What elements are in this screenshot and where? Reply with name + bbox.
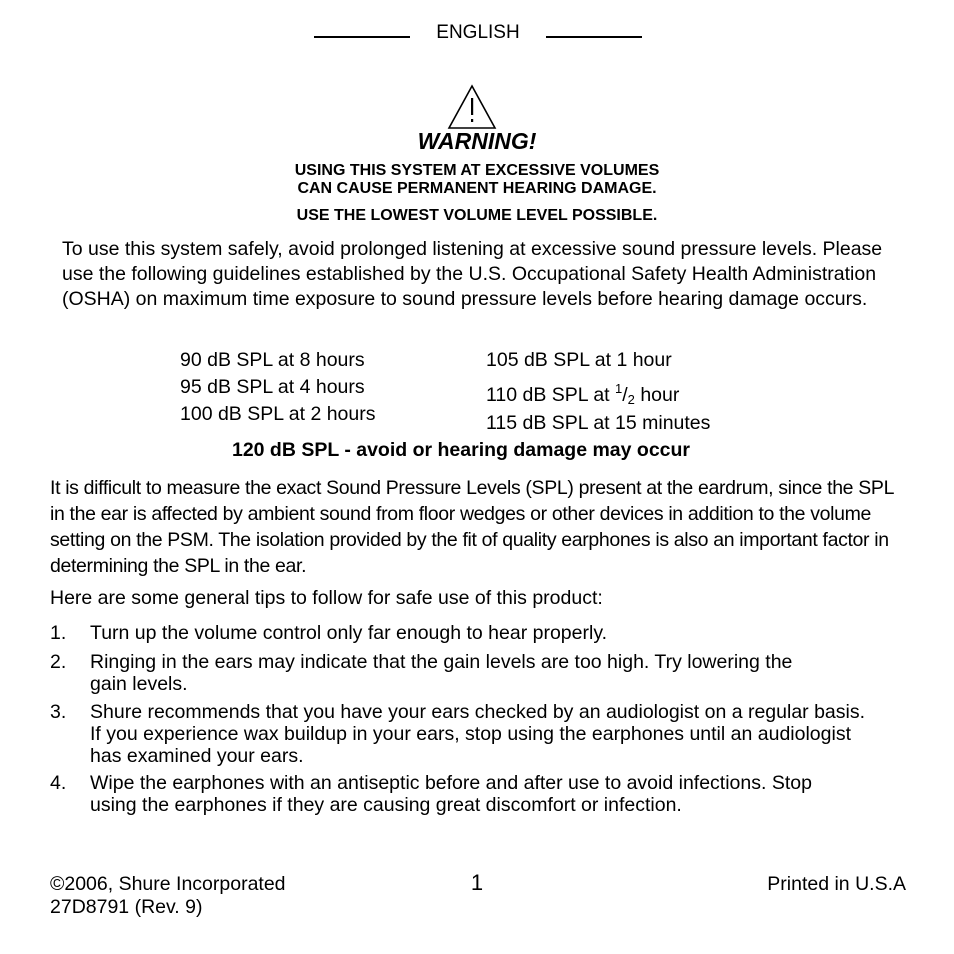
warning-line-1: USING THIS SYSTEM AT EXCESSIVE VOLUMES bbox=[294, 162, 660, 179]
spl-half-prefix: 110 dB SPL at bbox=[486, 384, 616, 406]
warning-triangle-icon bbox=[447, 84, 497, 130]
intro-paragraph: To use this system safely, avoid prolonged listening at excessive sound pressure levels. Please use the following guidelines established by the U.S. Occupational Safety Health Administration (OSHA) on maximum time exposure to sound pressure levels before hearing damage occurs. bbox=[62, 238, 883, 310]
fraction-slash: / bbox=[622, 384, 628, 406]
copyright: ©2006, Shure Incorporated bbox=[50, 873, 286, 895]
tips-intro: Here are some general tips to follow for safe use of this product: bbox=[50, 587, 603, 609]
spl-row: 100 dB SPL at 2 hours bbox=[180, 403, 376, 425]
tip-number: 4. bbox=[50, 772, 67, 794]
spl-row: 115 dB SPL at 15 minutes bbox=[486, 412, 711, 434]
tip-text: Turn up the volume control only far enough to hear properly. bbox=[90, 622, 608, 644]
spl-row: 95 dB SPL at 4 hours bbox=[180, 376, 365, 398]
warning-line-2: CAN CAUSE PERMANENT HEARING DAMAGE. bbox=[297, 180, 657, 197]
spl-row: 90 dB SPL at 8 hours bbox=[180, 349, 365, 371]
warning-title: WARNING! bbox=[417, 128, 537, 154]
part-number: 27D8791 (Rev. 9) bbox=[50, 896, 203, 918]
tip-text: Shure recommends that you have your ears checked by an audiologist on a regular basis. If you experience wax buildup in your ears, stop using the earphones until an audiologist has examined your ears. bbox=[90, 701, 866, 767]
spl-row-half-hour bbox=[486, 381, 679, 407]
tip-item bbox=[50, 772, 910, 816]
tip-number: 1. bbox=[50, 622, 67, 644]
fraction-denominator: 2 bbox=[627, 392, 635, 407]
spl-explanation-paragraph: It is difficult to measure the exact Sound Pressure Levels (SPL) present at the eardrum, since the SPL in the ear is affected by ambient sound from floor wedges or other devices in addition to the volume setting on the PSM. The isolation provided by the fit of quality earphones is also an important factor in determining the SPL in the ear. bbox=[50, 477, 894, 577]
tip-number: 3. bbox=[50, 701, 67, 723]
header-rule-left bbox=[314, 36, 410, 38]
tip-item bbox=[50, 701, 910, 767]
tip-text: Wipe the earphones with an antiseptic before and after use to avoid infections. Stop using the earphones if they are causing great discomfort or infection. bbox=[90, 772, 812, 816]
language-label: ENGLISH bbox=[436, 22, 520, 43]
spl-half-suffix: hour bbox=[634, 384, 680, 406]
spl-row: 105 dB SPL at 1 hour bbox=[486, 349, 672, 371]
tip-item bbox=[50, 622, 910, 644]
page-number: 1 bbox=[470, 870, 484, 895]
warning-line-3: USE THE LOWEST VOLUME LEVEL POSSIBLE. bbox=[296, 207, 658, 224]
danger-notice: 120 dB SPL - avoid or hearing damage may occur bbox=[231, 439, 691, 461]
header-rule-right bbox=[546, 36, 642, 38]
tip-item bbox=[50, 651, 910, 695]
printed-in: Printed in U.S.A bbox=[767, 873, 906, 895]
tip-text: Ringing in the ears may indicate that the gain levels are too high. Try lowering the gain levels. bbox=[90, 651, 793, 695]
tip-number: 2. bbox=[50, 651, 67, 673]
fraction-one-half bbox=[615, 381, 635, 407]
fraction-numerator: 1 bbox=[615, 381, 623, 396]
